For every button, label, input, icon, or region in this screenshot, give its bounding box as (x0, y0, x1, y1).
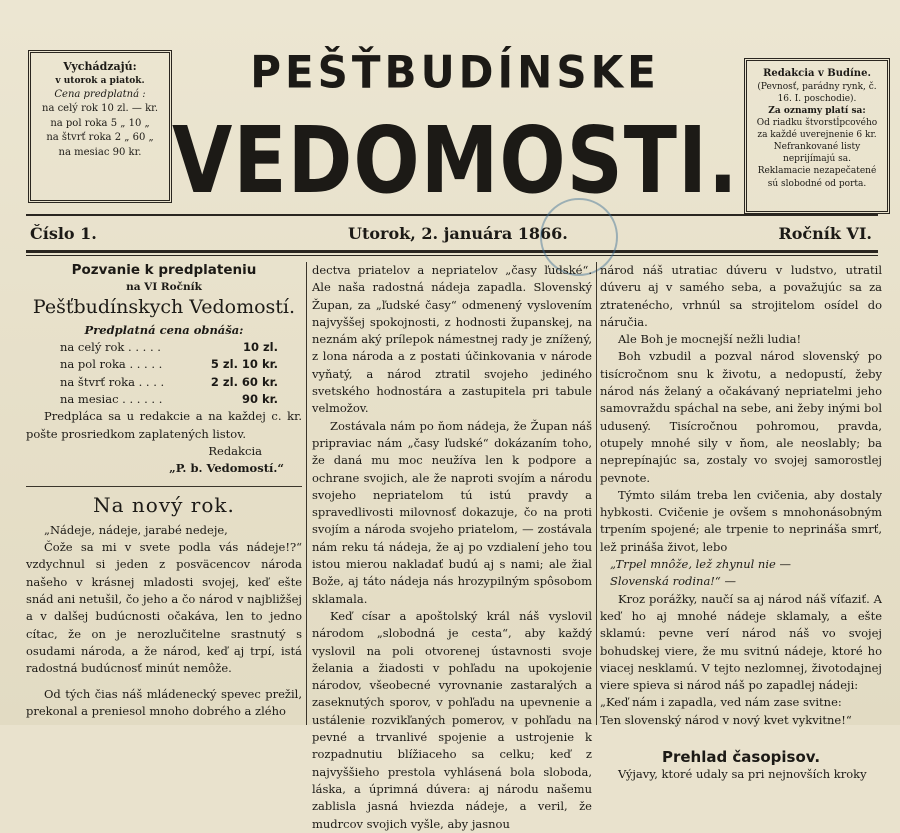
price-line (26, 356, 302, 373)
column-3 (600, 262, 882, 784)
fees-line: Nefrankované listy neprijímajú sa. (773, 142, 861, 165)
issue-date: Utorok, 2. januára 1866. (348, 224, 568, 243)
masthead-line-2: VEDOMOSTI. (172, 108, 739, 215)
article-paragraph: Kroz porážky, naučí sa aj národ náš víťaziť. A keď ho aj mnohé nádeje sklamaly, a ešte sklamú: pevne verí národ náš vo svojej bohudskej viere, že mu svitnú nádeje, ktoré ho viacej nesklamú. V tejto nezlomnej, životodajnej viere spieva si národ náš po zapadlej nádeji: (600, 591, 882, 693)
article-paragraph: dectva priatelov a nepriatelov „časy ľudské“. Ale naša radostná nádeja zapadla. Slovenský Župan, za „ľudské časy“ odmenený vyslovením najvyššej spokojnosti, z hodnosti županskej, na neznám aký prílepok námestnej rady je znížený, z lona národa a z postati účinkovania v národe vyňatý, a národ ztratil svojeho jediného svetského hodnostára a zastupitela pri tabule velmožov. (312, 263, 592, 416)
header-rule-bottom (26, 250, 878, 253)
price-line (26, 374, 302, 391)
subscription-box (28, 50, 172, 203)
fees-line: Reklamacie nezapečatené sú slobodné od porta. (757, 166, 877, 189)
poem-line: Ten slovenský národ v nový kvet vykvitne!“ (600, 712, 852, 727)
fees-line: Od riadku štvorstĺpcového za každé uverejnenie 6 kr. (756, 117, 878, 141)
column-1 (26, 262, 302, 720)
price-row: na štvrť roka 2 „ 60 „ (46, 132, 154, 144)
price-amount: 2 zl. 60 kr. (210, 374, 278, 389)
editorial-address: (Pevnosť, parádny rynk, č. 16. I. poschodie). (757, 81, 877, 104)
issue-number: Číslo 1. (30, 224, 97, 243)
price-row: na celý rok 10 zl. — kr. (42, 103, 158, 115)
column-2 (312, 262, 592, 833)
poem-line: Slovenská rodina!“ — (610, 574, 736, 589)
publication-days: v utorok a piatok. (55, 75, 145, 86)
issue-info-line (30, 224, 872, 248)
price-row: na pol roka 5 „ 10 „ (50, 117, 150, 129)
masthead-line-1: PEŠŤBUDÍNSKE (250, 46, 660, 99)
price-line (26, 391, 302, 408)
subscription-box-title: Vychádzajú: (63, 60, 137, 73)
column-divider (306, 262, 307, 725)
editorial-box (744, 58, 890, 214)
article-paragraph: Čože sa mi v svete podla vás nádeje!?“ vzdychnul si jeden z posväcencov národa našeho v krásnej mladosti svojej, keď ešte snád ani netušil, čo jeho a čo národ v najbližšej a v dalšej budúcnosti očakáva, len to jedno cítac, že on je nerozlučitelne srastnutý s osudami národa, a že národ, keď aj trpí, istá radostná budúcnosť minút nemôže. (26, 540, 302, 676)
section-heading: Prehlad časopisov. (661, 748, 821, 767)
price-line (26, 339, 302, 356)
editorial-title: Redakcia v Budíne. (763, 68, 871, 79)
price-heading: Predplatná cena obnáša: (84, 322, 244, 337)
article-paragraph: národ náš utratiac dúveru v ludstvo, utratil dúveru aj v samého seba, a považujúc sa za ztratenécho, vrhnúl sa strojitelom osídel do náručia. (600, 263, 882, 329)
paper-name-heading: Pešťbudínskych Vedomostí. (32, 295, 296, 318)
poem-line: „Keď nám i zapadla, ved nám zase svitne: (600, 695, 842, 710)
fees-title: Za oznamy platí sa: (768, 105, 866, 116)
article-paragraph: „Nádeje, nádeje, jarabé nedeje, (44, 522, 228, 537)
poem-line: „Trpel mnôže, lež zhynul nie — (610, 557, 791, 572)
price-term: na mesiac . . . . . . (60, 392, 163, 407)
article-paragraph: Od tých čias náš mládenecký spevec prežil, prekonal a preniesol mnoho dobrého a zlého (26, 686, 302, 718)
article-paragraph: Zostávala nám po ňom nádeja, že Župan náš pripraviac nám „časy ľudské“ dokázaním toho, že daná mu moc neužíva len k podpore a ochrane svojich, ale že naproti svojím a národu svojeho nepriatelom tú istú pravdy a spravedlivosti milovnosť dokazuje, čo na proti svojím a národa svojeho priatelom, — zostávala nám reku tá nádeja, že aj po vzdialení jeho tou istou mierou nakladať budú aj s nami; ale žial Bože, aj táto nádeja nás hrozypilným spôsobom sklamala. (312, 418, 592, 606)
price-amount: 10 zl. (242, 340, 278, 355)
price-row: na mesiac 90 kr. (58, 146, 142, 158)
article-paragraph: Boh vzbudil a pozval národ slovenský po tisícročnom snu k životu, a nedopustí, žeby národ nás želaný a očakávaný nepriatelmi jeho samovraždu spáchal na sebe, ani žeby inými bol udusený. Tisícročnou pohromou, pravda, otupely mnohé sily v ňom, ale neoslably; ba neprepínajúc sa, zostaly vo svojej samorostlej pevnote. (600, 349, 882, 485)
volume-number: Ročník VI. (778, 224, 872, 243)
price-label: Cena predplatná : (54, 88, 146, 100)
article-title: Na nový rok. (93, 492, 235, 517)
price-term: na celý rok . . . . . (60, 340, 161, 355)
subscription-heading: Pozvanie k predplateniu (71, 262, 257, 278)
header-rule-thin (26, 255, 878, 256)
article-paragraph: Ale Boh je mocnejší nežli ludia! (618, 332, 802, 347)
signature-line-2: „P. b. Vedomostí.“ (169, 461, 284, 476)
price-term: na pol roka . . . . . (60, 357, 163, 372)
article-paragraph: Keď císar a apoštolský král náš vyslovil národom „slobodná je cesta“, aby každý vyslovil na poli otvorenej ústavnosti svoje želania a žiadosti v pohľadu na upokojenie národov, všeobecné vyrovnanie zastaralých a zaseknutých sporov, v pohľadu na upevnenie a ustálenie rozvikľaných pomerov, v pohľadu na pevné a trvanlivé spojenie a ustrojenie k rozpadnutiu blížiaceho sa celku; keď z najvyššieho prestola vyhlásená bola sloboda, láska, a úprimná dúvera: aj národu našemu zablisla jasná hviezda nádeje, a veril, že mudrcov svojich vyšle, aby jasnou (312, 608, 592, 831)
volume-subheading: na VI Ročník (126, 281, 202, 294)
article-paragraph: Týmto silám treba len cvičenia, aby dostaly hybkosti. Cvičenie je ovšem s mnohonásobným trpením spojené; ale trpenie to neprináša smrť, lež prináša život, lebo (600, 487, 882, 554)
price-amount: 90 kr. (241, 392, 278, 407)
header-rule-top (26, 214, 878, 216)
price-amount: 5 zl. 10 kr. (210, 357, 278, 372)
section-divider (26, 486, 302, 487)
subscription-notice: Predpláca sa u redakcie a na každej c. kr. pošte prosriedkom zaplatených listov. (26, 409, 302, 441)
signature-line-1: Redakcia (208, 443, 262, 458)
column-divider (596, 262, 597, 725)
price-term: na štvrť roka . . . . (60, 374, 165, 389)
article-paragraph: Výjavy, ktoré udaly sa pri nejnovších kroky (618, 767, 867, 782)
